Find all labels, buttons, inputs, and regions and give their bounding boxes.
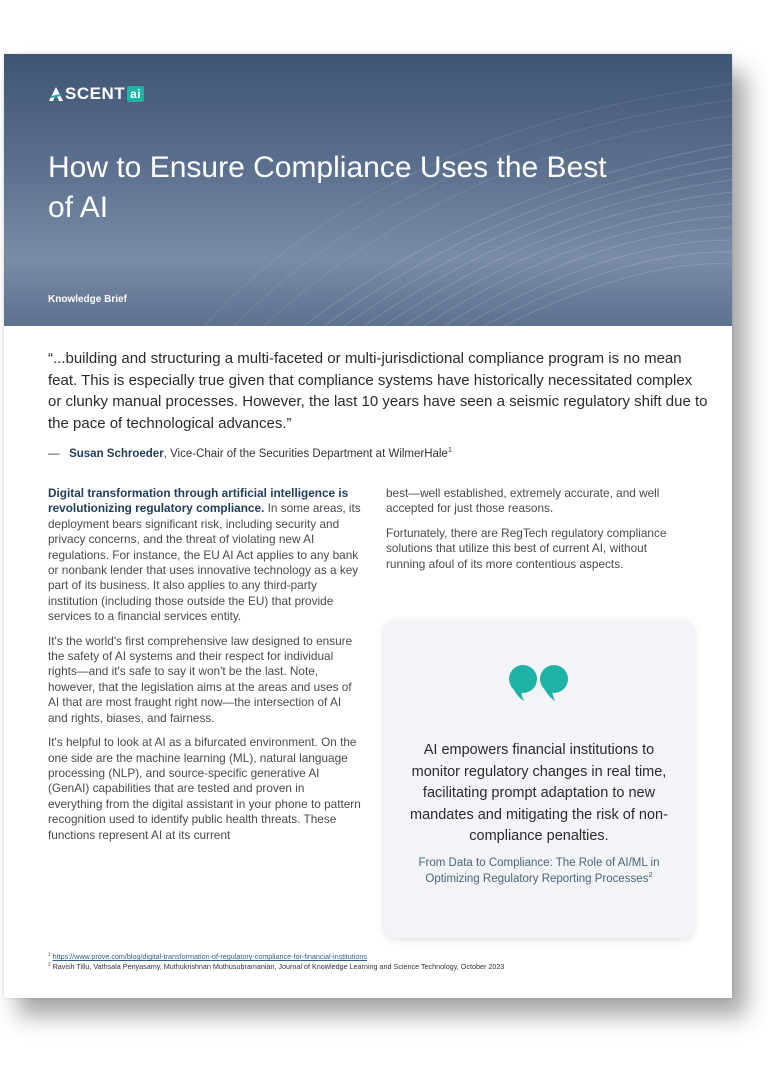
header-banner	[4, 54, 732, 326]
lead-statement: Digital transformation through artificial intelligence is revolutionizing regulatory compliance.	[48, 486, 349, 516]
callout-box	[384, 620, 694, 938]
body-paragraph: best—well established, extremely accurate, and well accepted for just those reasons.	[386, 486, 660, 516]
brief-page	[4, 54, 732, 998]
footnote-1-link[interactable]: https://www.prove.com/blog/digital-transformation-of-regulatory-compliance-for-financial-institutions	[52, 952, 367, 961]
logo-ai-badge: ai	[127, 86, 144, 102]
document-type-label: Knowledge Brief	[48, 294, 127, 305]
ascent-ai-logo	[48, 84, 144, 104]
footnote-marker: 1	[48, 951, 51, 957]
paragraph-text: In some areas, its deployment bears significant risk, including security and privacy concerns, and the threat of violating new AI regulations. For instance, the EU AI Act applies to any bank or nonbank lender that uses innovative technology as a key part of its business. It also applies to any third-party institution (including those outside the EU) that provide services to a financial services entity.	[48, 501, 361, 624]
left-column	[48, 486, 362, 852]
footnote-marker: 2	[48, 961, 51, 967]
callout-source	[404, 856, 674, 887]
callout-quote: AI empowers financial institutions to monitor regulatory changes in real time, facilitating prompt adaptation to new mandates and mitigating the risk of non-compliance penalties.	[410, 742, 668, 844]
quote-author: Susan Schroeder	[69, 448, 164, 460]
footnote-1	[48, 952, 708, 962]
page-title: How to Ensure Compliance Uses the Best of AI	[48, 151, 607, 224]
quote-mark-icon	[508, 664, 570, 702]
ascent-a-logo-icon	[48, 86, 64, 102]
footnote-ref: 1	[447, 445, 453, 455]
footnotes	[48, 952, 708, 971]
footnote-2-text: Ravish Tillu, Vathsala Periyasamy, Muthukrishnan Muthusubramanian, Journal of Knowledge Learning and Science Technology, October 2023	[52, 961, 505, 971]
body-paragraph: Fortunately, there are RegTech regulatory compliance solutions that utilize this best of current AI, without running afoul of its more contentious aspects.	[386, 525, 667, 571]
callout-source-title: From Data to Compliance: The Role of AI/ML in Optimizing Regulatory Reporting Processes	[418, 857, 660, 885]
footnote-ref: 2	[648, 869, 653, 879]
body-paragraph	[48, 486, 362, 625]
footnote-2	[48, 962, 708, 972]
attribution-dash: —	[48, 448, 60, 460]
body-paragraph: It's helpful to look at AI as a bifurcated environment. On the one side are the machine learning (ML), natural language processing (NLP), and source-specific generative AI (GenAI) capabilities that are tested and proven in everything from the digital assistant in your phone to pattern recognition used to identify public health threats. These functions represent AI at its current	[48, 735, 361, 842]
right-column	[386, 486, 686, 581]
pull-quote: “...building and structuring a multi-faceted or multi-jurisdictional compliance program is no mean feat. This is especially true given that compliance systems have historically necessitated complex or clunky manual processes. However, the last 10 years have seen a seismic regulatory shift due to the pace of technological advances.”	[48, 350, 708, 432]
body-paragraph: It's the world's first comprehensive law designed to ensure the safety of AI systems and their respect for individual rights—and it's safe to say it won't be the last. Note, however, that the legislation aims at the areas and uses of AI that are most fraught right now—the intersection of AI and rights, biases, and fairness.	[48, 633, 353, 725]
quote-attribution	[48, 445, 708, 460]
logo-text: SCENT	[65, 84, 126, 103]
quote-author-role: , Vice-Chair of the Securities Department at WilmerHale	[163, 448, 448, 460]
